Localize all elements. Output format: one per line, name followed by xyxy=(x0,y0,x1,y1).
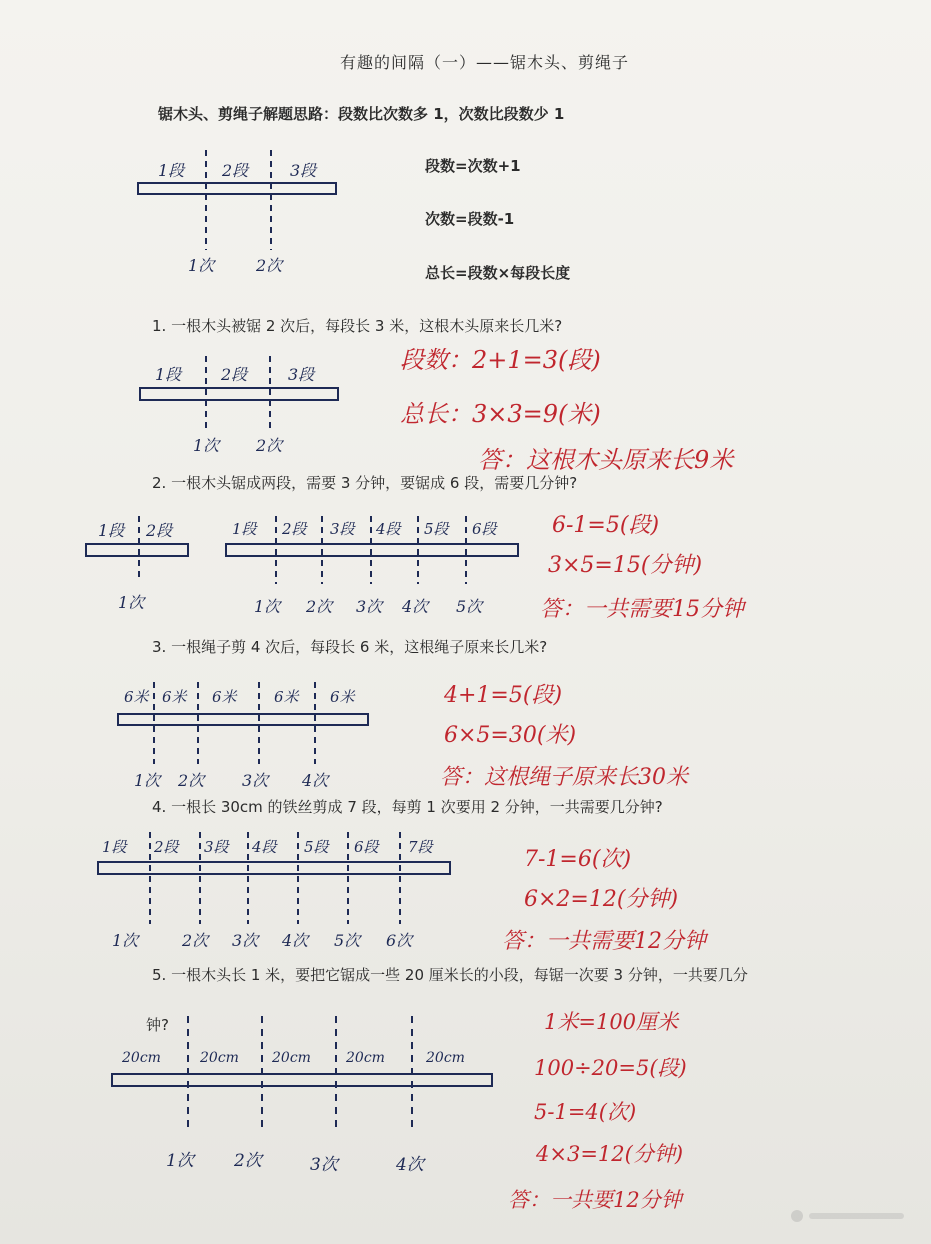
segment-label: 20cm xyxy=(426,1050,465,1066)
cut-label: 1次 xyxy=(254,597,281,616)
cut-label: 6次 xyxy=(386,931,413,950)
problem-5-work-line: 4×3=12(分钟) xyxy=(536,1142,684,1166)
problem-3-question: 3. 一根绳子剪 4 次后，每段长 6 米，这根绳子原来长几米? xyxy=(152,638,548,656)
cut-label: 4次 xyxy=(302,771,329,790)
segment-label: 6段 xyxy=(354,838,379,856)
segment-label: 20cm xyxy=(122,1050,161,1066)
problem-1-answer: 答：这根木头原来长9米 xyxy=(478,446,734,474)
cut-label: 4次 xyxy=(396,1155,424,1175)
cut-label: 2次 xyxy=(182,931,209,950)
cut-label: 4次 xyxy=(282,931,309,950)
segment-label: 6米 xyxy=(274,688,299,706)
segment-label: 2段 xyxy=(154,838,179,856)
segment-label: 1段 xyxy=(158,161,185,180)
problem-4-work-line: 7-1=6(次) xyxy=(524,847,632,872)
problem-4-diagram xyxy=(98,832,458,932)
segment-label: 1段 xyxy=(155,365,182,384)
segment-label: 4段 xyxy=(376,520,401,538)
problem-5-work-line: 5-1=4(次) xyxy=(534,1100,637,1124)
cut-label: 3次 xyxy=(310,1155,338,1175)
segment-label: 1段 xyxy=(232,520,257,538)
segment-label: 1段 xyxy=(102,838,127,856)
cut-label: 2次 xyxy=(256,436,283,455)
segment-label: 1段 xyxy=(98,521,125,540)
segment-label: 6米 xyxy=(124,688,149,706)
problem-3-work-line: 4+1=5(段) xyxy=(444,683,563,708)
problem-3-work-line: 6×5=30(米) xyxy=(444,723,577,748)
segment-label: 2段 xyxy=(221,365,248,384)
cut-label: 1次 xyxy=(112,931,139,950)
segment-label: 4段 xyxy=(252,838,277,856)
problem-3-answer: 答：这根绳子原来长30米 xyxy=(440,765,688,790)
log-bar xyxy=(112,1074,492,1086)
cut-label: 1次 xyxy=(193,436,220,455)
cut-label: 1次 xyxy=(188,256,215,275)
segment-label: 20cm xyxy=(272,1050,311,1066)
solving-tip: 锯木头、剪绳子解题思路：段数比次数多 1，次数比段数少 1 xyxy=(158,105,565,123)
cut-label: 1次 xyxy=(118,593,145,612)
cut-label: 2次 xyxy=(306,597,333,616)
segment-label: 6米 xyxy=(212,688,237,706)
problem-2-work-line: 3×5=15(分钟) xyxy=(548,553,703,578)
segment-label: 3段 xyxy=(330,520,355,538)
segment-label: 2段 xyxy=(282,520,307,538)
segment-label: 2段 xyxy=(222,161,249,180)
segment-label: 20cm xyxy=(346,1050,385,1066)
problem-5-answer: 答：一共要12分钟 xyxy=(508,1188,682,1212)
page-title: 有趣的间隔（一）——锯木头、剪绳子 xyxy=(340,53,630,72)
segment-label: 3段 xyxy=(290,161,317,180)
problem-5-diagram xyxy=(112,1016,502,1136)
cut-label: 2次 xyxy=(178,771,205,790)
cut-label: 5次 xyxy=(456,597,483,616)
segment-label: 20cm xyxy=(200,1050,239,1066)
problem-2-question: 2. 一根木头锯成两段，需要 3 分钟，要锯成 6 段，需要几分钟? xyxy=(152,474,578,492)
rope-bar xyxy=(118,714,368,725)
segment-label: 6米 xyxy=(162,688,187,706)
formula-cuts: 次数=段数-1 xyxy=(425,210,515,228)
problem-1-work-line: 段数：2+1=3(段) xyxy=(400,346,601,374)
problem-5-question-continued: 钟? xyxy=(146,1016,169,1034)
segment-label: 5段 xyxy=(424,520,449,538)
segment-label: 5段 xyxy=(304,838,329,856)
watermark-logo xyxy=(789,1208,909,1224)
log-bar xyxy=(86,544,188,556)
cut-label: 3次 xyxy=(232,931,259,950)
log-bar xyxy=(138,183,336,194)
problem-5-work-line: 1米=100厘米 xyxy=(544,1010,679,1034)
segment-label: 6段 xyxy=(472,520,497,538)
log-bar xyxy=(140,388,338,400)
cut-label: 3次 xyxy=(242,771,269,790)
cut-label: 5次 xyxy=(334,931,361,950)
problem-1-question: 1. 一根木头被锯 2 次后，每段长 3 米，这根木头原来长几米? xyxy=(152,317,563,335)
formula-total-length: 总长=段数×每段长度 xyxy=(425,264,571,282)
problem-4-question: 4. 一根长 30cm 的铁丝剪成 7 段，每剪 1 次要用 2 分钟，一共需要几分钟? xyxy=(152,798,663,816)
cut-label: 2次 xyxy=(256,256,283,275)
segment-label: 2段 xyxy=(146,521,173,540)
segment-label: 3段 xyxy=(204,838,229,856)
formula-segments: 段数=次数+1 xyxy=(425,157,521,175)
cut-label: 1次 xyxy=(166,1151,194,1171)
problem-2-answer: 答：一共需要15分钟 xyxy=(540,597,744,622)
problem-5-question: 5. 一根木头长 1 米，要把它锯成一些 20 厘米长的小段，每锯一次要 3 分钟，一共要几分 xyxy=(152,966,748,984)
cut-label: 3次 xyxy=(356,597,383,616)
cut-label: 4次 xyxy=(402,597,429,616)
problem-2-work-line: 6-1=5(段) xyxy=(552,513,660,538)
problem-4-work-line: 6×2=12(分钟) xyxy=(524,887,679,912)
cut-label: 1次 xyxy=(134,771,161,790)
segment-label: 6米 xyxy=(330,688,355,706)
segment-label: 7段 xyxy=(408,838,433,856)
problem-1-work-line: 总长：3×3=9(米) xyxy=(400,400,601,428)
segment-label: 3段 xyxy=(288,365,315,384)
cut-label: 2次 xyxy=(234,1151,262,1171)
problem-4-answer: 答：一共需要12分钟 xyxy=(502,929,706,954)
problem-5-work-line: 100÷20=5(段) xyxy=(534,1056,687,1080)
